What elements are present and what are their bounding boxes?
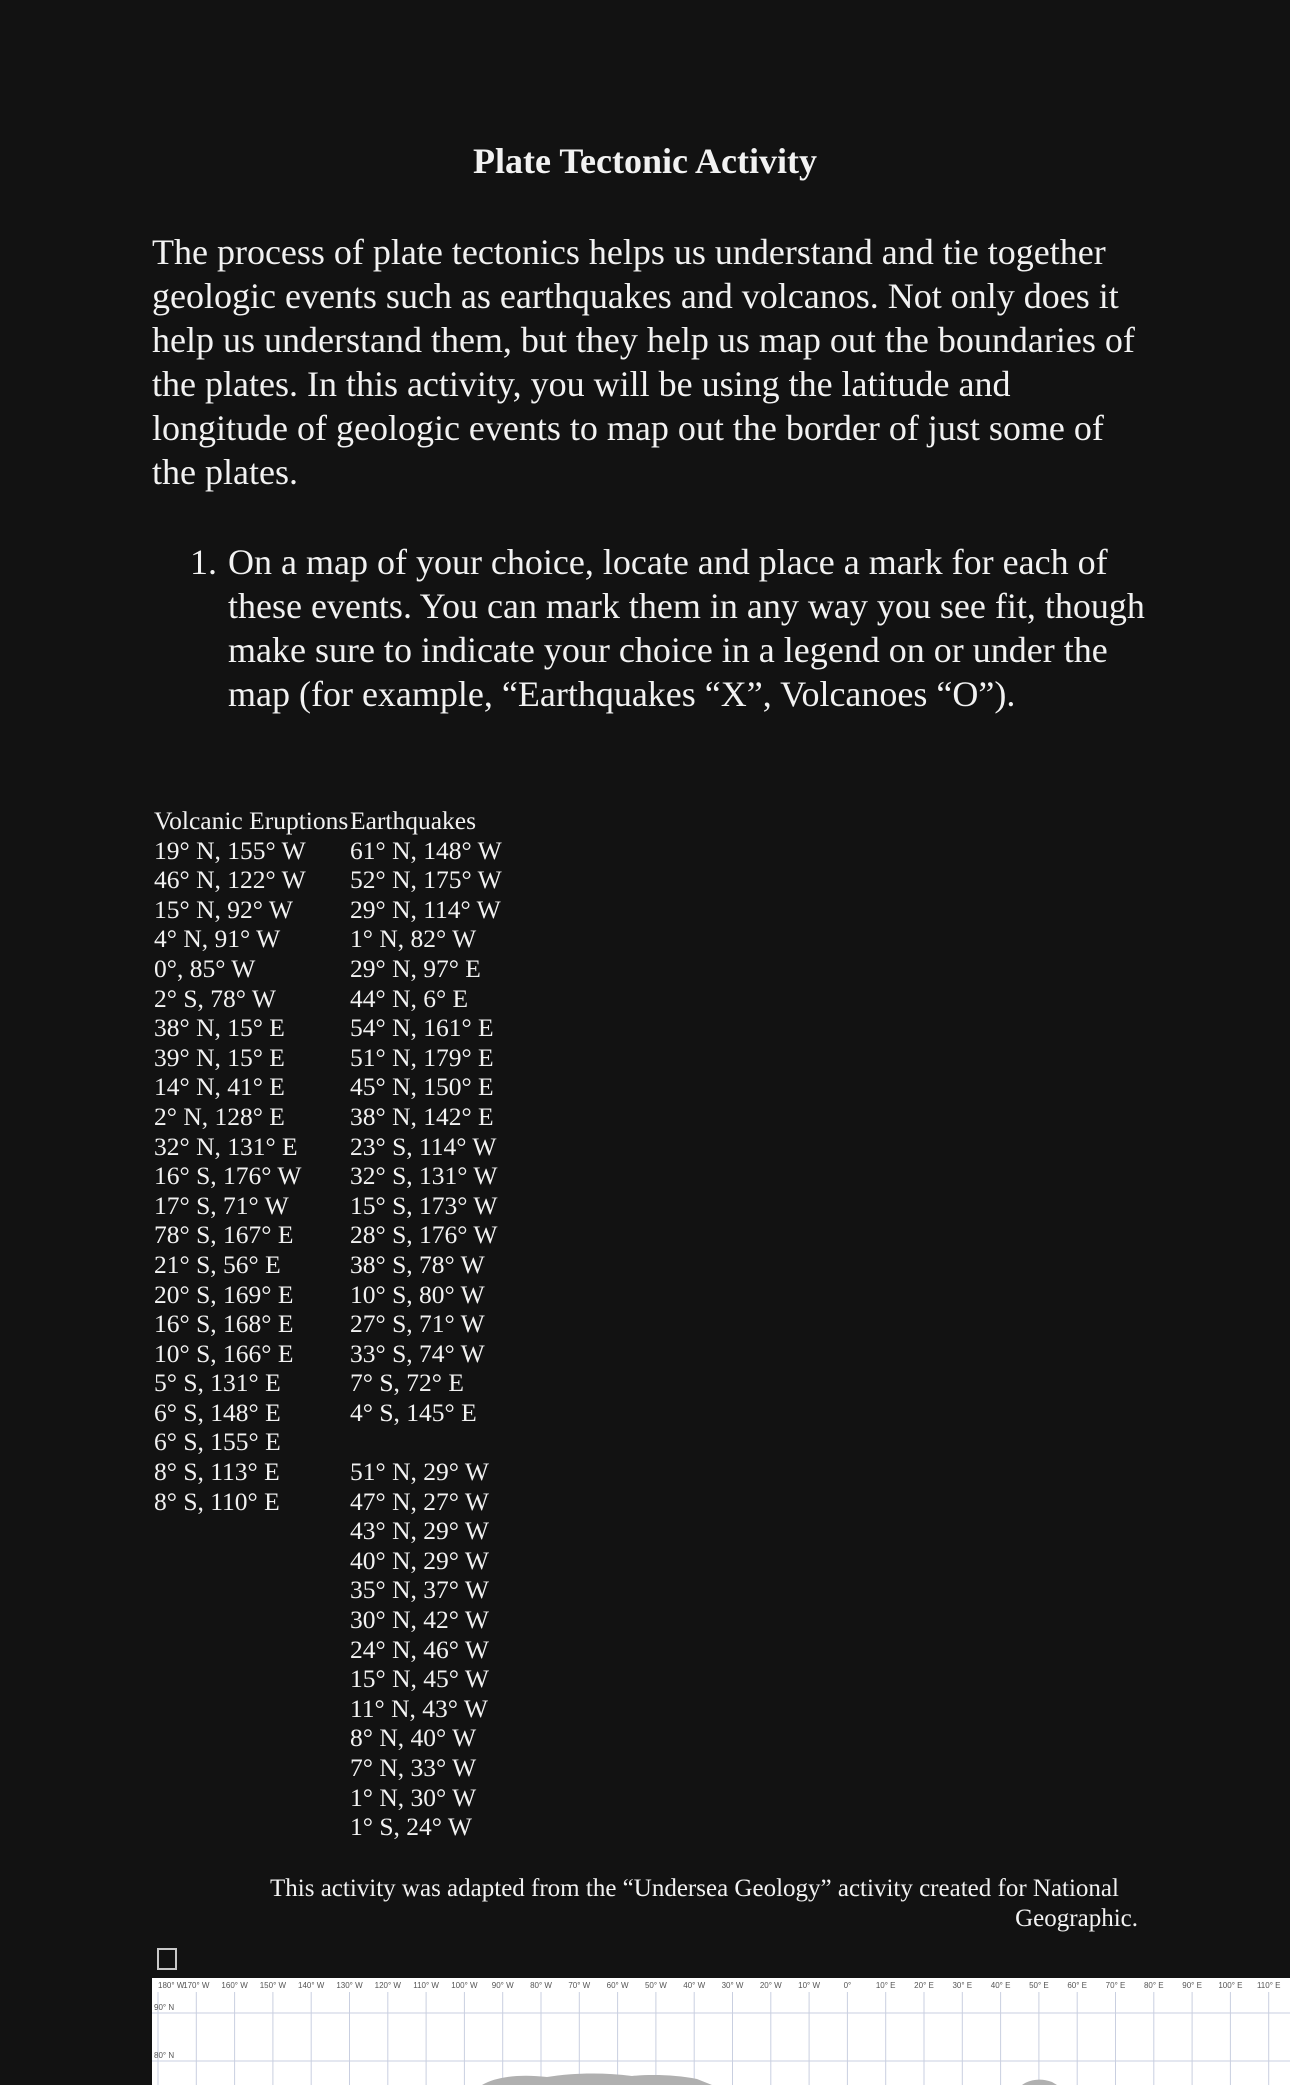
longitude-label: 70° W <box>568 1981 591 1990</box>
latitude-label: 80° N <box>154 2051 175 2060</box>
volcanic-eruption-item: 21° S, 56° E <box>154 1249 281 1279</box>
volcanic-eruption-item: 16° S, 168° E <box>154 1309 294 1339</box>
earthquake-item: 27° S, 71° W <box>350 1309 485 1339</box>
earthquake-item: 38° N, 142° E <box>350 1101 494 1131</box>
longitude-label: 0° <box>843 1981 852 1990</box>
earthquake-item: 32° S, 131° W <box>350 1161 498 1191</box>
earthquake-item: 35° N, 37° W <box>350 1575 489 1605</box>
longitude-label: 180° W <box>158 1981 185 1990</box>
longitude-label: 50° E <box>1029 1981 1049 1990</box>
volcanic-eruption-item: 5° S, 131° E <box>154 1368 281 1398</box>
earthquake-item: 43° N, 29° W <box>350 1516 489 1546</box>
instruction-item <box>190 540 1150 716</box>
volcanic-eruption-item: 32° N, 131° E <box>154 1131 298 1161</box>
volcanic-eruption-item: 20° S, 169° E <box>154 1279 294 1309</box>
longitude-label: 20° W <box>759 1981 782 1990</box>
earthquake-item: 10° S, 80° W <box>350 1279 485 1309</box>
volcanic-eruption-item: 78° S, 167° E <box>154 1220 294 1250</box>
earthquake-item: 52° N, 175° W <box>350 865 502 895</box>
earthquake-group-gap <box>350 1427 610 1457</box>
longitude-label: 70° E <box>1105 1981 1126 1990</box>
longitude-label: 50° W <box>644 1981 667 1990</box>
earthquake-item: 8° N, 40° W <box>350 1723 477 1753</box>
earthquake-item: 4° S, 145° E <box>350 1397 477 1427</box>
earthquake-item: 7° S, 72° E <box>350 1368 464 1398</box>
volcanic-eruption-item: 8° S, 110° E <box>154 1486 280 1516</box>
earthquake-item: 30° N, 42° W <box>350 1605 489 1635</box>
volcanic-eruption-item: 2° S, 78° W <box>154 983 276 1013</box>
earthquake-item: 7° N, 33° W <box>350 1753 477 1782</box>
earthquake-item: 47° N, 27° W <box>350 1486 489 1516</box>
volcanic-eruptions-column <box>154 806 350 1516</box>
earthquake-item: 51° N, 179° E <box>350 1042 494 1072</box>
earthquake-item: 1° N, 82° W <box>350 924 477 954</box>
volcanic-eruption-item: 39° N, 15° E <box>154 1042 285 1072</box>
longitude-label: 90° E <box>1182 1981 1202 1990</box>
volcanic-eruption-item: 6° S, 148° E <box>154 1397 281 1427</box>
instruction-number: 1. <box>190 542 217 582</box>
longitude-label: 40° E <box>990 1981 1011 1990</box>
earthquake-item: 15° N, 45° W <box>350 1664 489 1694</box>
credit-line-2: Geographic. <box>1015 1905 1138 1932</box>
longitude-label: 100° W <box>451 1981 478 1990</box>
longitude-label: 90° W <box>491 1981 514 1990</box>
legend-checkbox[interactable] <box>157 1948 177 1970</box>
longitude-label: 30° E <box>952 1981 973 1990</box>
earthquake-item: 54° N, 161° E <box>350 1013 494 1043</box>
longitude-label: 30° W <box>721 1981 744 1990</box>
longitude-label: 110° E <box>1256 1981 1281 1990</box>
world-map-grid[interactable] <box>152 1978 1290 2085</box>
volcanic-eruption-item: 6° S, 155° E <box>154 1427 281 1457</box>
longitude-label: 80° E <box>1143 1981 1164 1990</box>
earthquake-item: 45° N, 150° E <box>350 1072 494 1102</box>
longitude-label: 40° W <box>683 1981 706 1990</box>
credit-line-1: This activity was adapted from the “Undersea Geology” activity created for National <box>270 1875 1119 1902</box>
earthquake-item: 15° S, 173° W <box>350 1190 498 1220</box>
earthquake-item: 33° S, 74° W <box>350 1338 485 1368</box>
earthquake-item: 28° S, 176° W <box>350 1220 498 1250</box>
earthquake-item: 24° N, 46° W <box>350 1634 489 1664</box>
longitude-label: 110° W <box>413 1981 439 1990</box>
volcanic-eruption-item: 15° N, 92° W <box>154 894 293 924</box>
longitude-label: 170° W <box>183 1981 210 1990</box>
volcanic-eruption-item: 17° S, 71° W <box>154 1190 289 1220</box>
longitude-label: 10° E <box>875 1981 896 1990</box>
earthquake-item: 44° N, 6° E <box>350 983 469 1013</box>
longitude-label: 60° E <box>1067 1981 1088 1990</box>
instruction-text: On a map of your choice, locate and place a mark for each of these events. You can mark them in any way you see fit, though make sure to indicate your choice in a legend on or under the map (for example, “Earthquakes “X”, Volcanoes “O”). <box>228 542 1145 714</box>
volcanic-eruptions-header: Volcanic Eruptions <box>154 806 349 835</box>
earthquake-item: 29° N, 114° W <box>350 894 501 924</box>
volcanic-eruption-item: 14° N, 41° E <box>154 1072 285 1102</box>
longitude-label: 140° W <box>298 1981 325 1990</box>
volcanic-eruption-item: 16° S, 176° W <box>154 1161 302 1191</box>
earthquake-item: 38° S, 78° W <box>350 1249 485 1279</box>
volcanic-eruption-item: 0°, 85° W <box>154 953 256 983</box>
volcanic-eruption-item: 10° S, 166° E <box>154 1338 294 1368</box>
earthquakes-header: Earthquakes <box>350 806 477 835</box>
longitude-label: 130° W <box>336 1981 363 1990</box>
earthquakes-column <box>350 806 610 1842</box>
longitude-label: 10° W <box>798 1981 821 1990</box>
volcanic-eruption-item: 4° N, 91° W <box>154 924 281 954</box>
volcanic-eruption-item: 2° N, 128° E <box>154 1101 285 1131</box>
landmass-shape <box>482 2073 1057 2085</box>
earthquake-item: 51° N, 29° W <box>350 1457 489 1487</box>
earthquake-item: 1° N, 30° W <box>350 1782 477 1812</box>
volcanic-eruption-item: 38° N, 15° E <box>154 1013 285 1043</box>
earthquake-item: 23° S, 114° W <box>350 1131 497 1161</box>
volcanic-eruption-item: 19° N, 155° W <box>154 835 306 865</box>
earthquake-item: 11° N, 43° W <box>350 1693 488 1723</box>
page-title: Plate Tectonic Activity <box>473 141 817 181</box>
longitude-label: 100° E <box>1218 1981 1243 1990</box>
latitude-label: 90° N <box>154 2003 175 2012</box>
longitude-label: 60° W <box>606 1981 629 1990</box>
longitude-label: 160° W <box>221 1981 248 1990</box>
longitude-label: 150° W <box>259 1981 287 1990</box>
earthquake-item: 40° N, 29° W <box>350 1545 489 1575</box>
longitude-label: 120° W <box>374 1981 401 1990</box>
intro-paragraph: The process of plate tectonics helps us understand and tie together geologic events such as earthquakes and volcanos. Not only does it help us understand them, but they help us map out the boundaries of the plates. In this activity, you will be using the latitude and longitude of geologic events to map out the border of just some of the plates. <box>152 232 1135 492</box>
longitude-label: 20° E <box>914 1981 934 1990</box>
credit-note <box>270 1874 1138 1934</box>
earthquake-item: 29° N, 97° E <box>350 953 481 983</box>
earthquake-item: 61° N, 148° W <box>350 835 502 865</box>
longitude-label: 80° W <box>530 1981 552 1990</box>
map-svg <box>152 1978 1290 2085</box>
volcanic-eruption-item: 46° N, 122° W <box>154 865 306 895</box>
earthquake-item: 1° S, 24° W <box>350 1812 472 1842</box>
volcanic-eruption-item: 8° S, 113° E <box>154 1457 280 1487</box>
